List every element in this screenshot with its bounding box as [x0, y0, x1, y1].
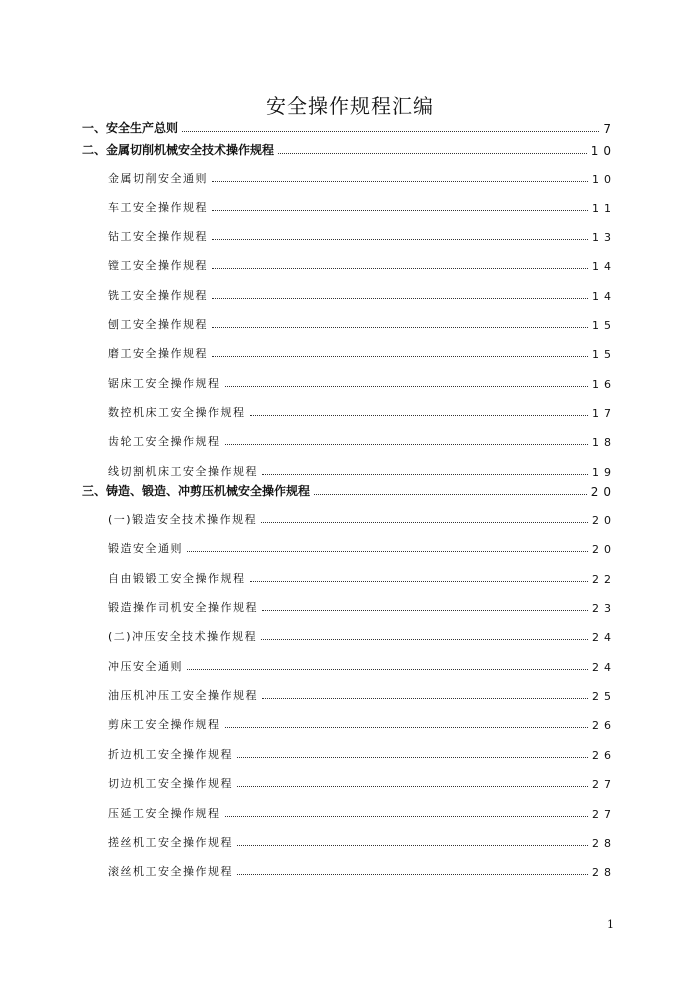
dot-leader [250, 580, 589, 582]
dot-leader [187, 668, 588, 670]
toc-entry-page: 16 [592, 378, 616, 391]
dot-leader [225, 815, 589, 817]
toc-entry-page: 28 [592, 866, 616, 879]
toc-entry-label: 锯床工安全操作规程 [108, 377, 221, 390]
dot-leader [182, 130, 599, 132]
toc-entry[interactable] [82, 742, 616, 762]
dot-leader [262, 697, 588, 699]
toc-entry-label: 一、安全生产总则 [82, 121, 179, 135]
toc-entry-page: 24 [592, 661, 616, 674]
toc-entry-page: 25 [592, 690, 616, 703]
toc-entry-page: 11 [592, 202, 616, 215]
toc-entry-label: 自由锻锻工安全操作规程 [108, 572, 246, 585]
toc-entry-label: 三、铸造、锻造、冲剪压机械安全操作规程 [82, 484, 311, 498]
dot-leader [212, 355, 588, 357]
toc-entry-label: (二)冲压安全技术操作规程 [108, 630, 258, 643]
toc-entry-page: 15 [592, 348, 616, 361]
dot-leader [262, 473, 588, 475]
toc-entry-page: 27 [592, 778, 616, 791]
toc-entry-page: 20 [592, 543, 616, 556]
toc-entry-label: 冲压安全通则 [108, 660, 183, 673]
page-title: 安全操作规程汇编 [266, 94, 434, 118]
toc-entry[interactable] [82, 253, 616, 273]
toc-entry-label: 二、金属切削机械安全技术操作规程 [82, 143, 275, 157]
toc-entry[interactable] [82, 507, 616, 527]
toc-entry-page: 24 [592, 631, 616, 644]
dot-leader [212, 267, 588, 269]
toc-entry-page: 19 [592, 466, 616, 479]
dot-leader [278, 152, 587, 154]
dot-leader [261, 521, 588, 523]
toc-entry-label: 车工安全操作规程 [108, 201, 208, 214]
dot-leader [212, 238, 588, 240]
toc-entry[interactable] [82, 566, 616, 586]
toc-entry[interactable] [82, 654, 616, 674]
toc-entry-page: 22 [592, 573, 616, 586]
toc-entry-page: 10 [592, 173, 616, 186]
toc-entry-page: 27 [592, 808, 616, 821]
dot-leader [237, 756, 588, 758]
toc-entry-label: 镗工安全操作规程 [108, 259, 208, 272]
toc-entry-label: 锻造安全通则 [108, 542, 183, 555]
toc-entry[interactable] [82, 224, 616, 244]
toc-entry[interactable] [82, 859, 616, 879]
toc-entry[interactable] [82, 429, 616, 449]
dot-leader [225, 443, 589, 445]
toc-entry-page: 26 [592, 719, 616, 732]
dot-leader [212, 326, 588, 328]
toc-entry-page: 23 [592, 602, 616, 615]
toc-entry-page: 17 [592, 407, 616, 420]
toc-entry[interactable] [82, 400, 616, 420]
toc-entry[interactable] [82, 801, 616, 821]
dot-leader [262, 609, 588, 611]
toc-entry-page: 7 [603, 122, 616, 136]
dot-leader [225, 726, 589, 728]
toc-entry-page: 20 [590, 485, 616, 499]
toc-entry-page: 14 [592, 290, 616, 303]
toc-entry[interactable] [82, 479, 616, 499]
toc-entry-label: 铣工安全操作规程 [108, 289, 208, 302]
toc-entry-page: 26 [592, 749, 616, 762]
dot-leader [237, 785, 588, 787]
toc-entry[interactable] [82, 116, 616, 136]
dot-leader [225, 385, 589, 387]
dot-leader [250, 414, 589, 416]
toc-entry-label: 数控机床工安全操作规程 [108, 406, 246, 419]
toc-entry-label: 压延工安全操作规程 [108, 807, 221, 820]
toc-entry-page: 20 [592, 514, 616, 527]
toc-entry-label: 剪床工安全操作规程 [108, 718, 221, 731]
toc-entry-label: 钻工安全操作规程 [108, 230, 208, 243]
toc-entry-label: 搓丝机工安全操作规程 [108, 836, 233, 849]
toc-entry-page: 13 [592, 231, 616, 244]
toc-entry[interactable] [82, 830, 616, 850]
toc-entry-label: 线切割机床工安全操作规程 [108, 465, 258, 478]
toc-entry-page: 14 [592, 260, 616, 273]
dot-leader [261, 638, 588, 640]
toc-entry-label: 磨工安全操作规程 [108, 347, 208, 360]
dot-leader [314, 493, 587, 495]
dot-leader [212, 209, 588, 211]
toc-entry[interactable] [82, 683, 616, 703]
dot-leader [237, 873, 588, 875]
dot-leader [212, 297, 588, 299]
toc-entry[interactable] [82, 536, 616, 556]
toc-entry-label: 油压机冲压工安全操作规程 [108, 689, 258, 702]
toc-entry-label: 切边机工安全操作规程 [108, 777, 233, 790]
toc-entry-label: 折边机工安全操作规程 [108, 748, 233, 761]
toc-entry[interactable] [82, 712, 616, 732]
toc-entry-label: 金属切削安全通则 [108, 172, 208, 185]
toc-entry[interactable] [82, 195, 616, 215]
toc-entry-label: 锻造操作司机安全操作规程 [108, 601, 258, 614]
toc-entry-page: 10 [590, 144, 616, 158]
toc-entry-label: 刨工安全操作规程 [108, 318, 208, 331]
toc-entry-page: 15 [592, 319, 616, 332]
toc-entry[interactable] [82, 371, 616, 391]
toc-entry[interactable] [82, 312, 616, 332]
dot-leader [212, 180, 588, 182]
dot-leader [187, 550, 588, 552]
toc-entry[interactable] [82, 138, 616, 158]
toc-entry[interactable] [82, 624, 616, 644]
toc-entry[interactable] [82, 771, 616, 791]
toc-entry-page: 18 [592, 436, 616, 449]
toc-entry-label: 滚丝机工安全操作规程 [108, 865, 233, 878]
toc-entry[interactable] [82, 459, 616, 479]
toc-entry-label: 齿轮工安全操作规程 [108, 435, 221, 448]
toc-entry[interactable] [82, 283, 616, 303]
toc-entry-page: 28 [592, 837, 616, 850]
toc-entry[interactable] [82, 166, 616, 186]
toc-entry[interactable] [82, 595, 616, 615]
toc-entry[interactable] [82, 341, 616, 361]
dot-leader [237, 844, 588, 846]
page-number: 1 [607, 918, 614, 931]
toc-entry-label: (一)锻造安全技术操作规程 [108, 513, 258, 526]
